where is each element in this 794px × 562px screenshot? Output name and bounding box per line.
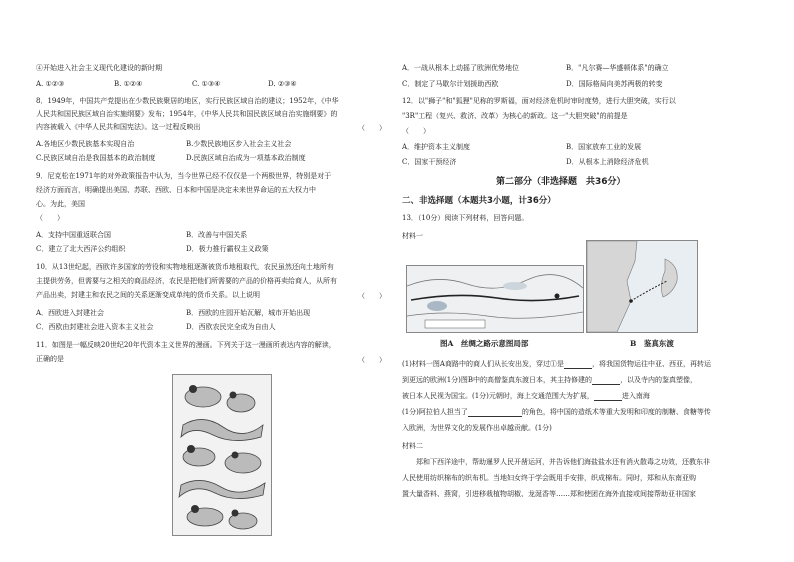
q10-option-b[interactable]: B．西欧的庄园开始瓦解，城市开始出现 [186, 309, 311, 317]
q11-answer-paren[interactable]: （ ） [358, 356, 386, 364]
q10-stem-line3: 产品出卖，封建主和农民之间的关系逐渐变成单纯的货币关系。以上说明 [36, 291, 260, 299]
material2-line3: 置大量香料、燕窝，引进移栽植物胡椒、龙涎香等……郑和使团在海外直接或间接帮助亚非国家 [402, 490, 696, 498]
q13-sub1-line3 [402, 392, 650, 401]
q9-option-a[interactable]: A．支持中国重返联合国 [36, 231, 112, 239]
q9-option-c[interactable]: C．建立了北大西洋公约组织 [36, 245, 126, 253]
q12-option-a[interactable]: A．维护资本主义制度 [402, 143, 471, 151]
prev-option-a[interactable]: A．一战从根本上动摇了欧洲优势地位 [402, 64, 520, 72]
q8-option-b[interactable]: B.少数民族地区步入社会主义社会 [186, 140, 292, 148]
q9-stem-line3: 心。为此，美国 [36, 200, 85, 208]
q12-option-b[interactable]: B．国家放弃工业的发展 [566, 143, 642, 151]
q10-stem-line2: 主提供劳务，但需要与之相关的商品经济，农民是把他们所需要的产品的价格再卖给商人，从所有 [36, 277, 337, 285]
prev-option-d[interactable]: D．国际格局向美苏两极的转变 [566, 80, 663, 88]
section2-heading: 二、非选择题（本题共3小题，计36分） [402, 196, 556, 206]
q10-option-a[interactable]: A．西欧进入封建社会 [36, 309, 105, 317]
q13-sub1-line5: 入欧洲，为世界文化的发展作出卓越贡献。(1分) [402, 424, 552, 432]
q12-option-c[interactable]: C．国家干预经济 [402, 158, 457, 166]
q9-answer-paren[interactable]: （ ） [36, 214, 64, 222]
q9-stem-line2: 经济方面而言，明确提出美国、苏联、西欧、日本和中国是决定未来世界命运的五大权力中 [36, 186, 316, 194]
q13-sub1-line1 [402, 360, 711, 369]
q12-stem-line1: 12．以"狮子"和"狐狸"见称的罗斯福，面对经济危机时审时度势，进行大胆突破，实行以 [402, 97, 676, 105]
q10-option-d[interactable]: D．西欧农民完全成为自由人 [186, 323, 276, 331]
q8-option-d[interactable]: D.民族区域自治成为一项基本政治制度 [186, 154, 306, 162]
q13-sub1-line3-part1: 被日本人民视为国宝。(1分)元朝时，海上交通范围大为扩展， [402, 392, 594, 400]
q10-option-c[interactable]: C．西欧由封建社会进入资本主义社会 [36, 323, 154, 331]
q8-option-c[interactable]: C.民族区域自治是我国基本的政治制度 [36, 154, 156, 162]
material2-line1: 郑和下西洋途中，帮助暹罗人民开凿运河，并告诉他们海盐盐水还有消火散毒之功效，还教东非 [402, 458, 710, 466]
q9-option-d[interactable]: D．极力推行霸权主义政策 [186, 245, 269, 253]
q9-option-b[interactable]: B．改善与中国关系 [186, 231, 248, 239]
q13-sub1-line3-part2: 进入南海 [621, 392, 650, 400]
jianzhen-map [586, 240, 698, 333]
prev-option-b[interactable]: B．"凡尔赛—华盛顿体系"的确立 [566, 64, 669, 72]
q13-blank-2[interactable] [592, 377, 620, 385]
q13-blank-4[interactable] [468, 409, 522, 417]
part2-heading: 第二部分（非选择题 共36分） [496, 177, 626, 187]
cartoon-illustration [173, 375, 271, 535]
jianzhen-map-drawing [587, 241, 697, 332]
q13-sub1-line2-part2: ，以及寺内的鉴真塑像， [620, 376, 698, 384]
q8-option-a[interactable]: A.各地区少数民族基本实现自治 [36, 140, 135, 148]
q13-sub1-line1-part1: (1)材料一图A商路中的商人们从长安出发，穿过①是 [402, 360, 564, 368]
material1-label: 材料一 [402, 232, 423, 240]
map-b-caption: B 鉴真东渡 [630, 339, 674, 348]
silk-road-map [406, 265, 584, 333]
q10-answer-paren[interactable]: （ ） [358, 292, 386, 300]
q13-blank-1[interactable] [564, 361, 592, 369]
q8-answer-paren[interactable]: （ ） [358, 124, 386, 132]
q13-sub1-line2 [402, 376, 697, 385]
q7-choice-c[interactable]: C. ①③④ [192, 80, 221, 88]
cartoon-image [172, 374, 272, 536]
material2-label: 材料二 [402, 442, 423, 450]
q13-blank-3[interactable] [594, 393, 622, 401]
q13-sub1-line4 [402, 408, 711, 417]
prev-option-c[interactable]: C．制定了马歇尔计划援助西欧 [402, 80, 499, 88]
q12-answer-paren[interactable]: （ ） [402, 127, 430, 135]
q7-choice-b[interactable]: B. ①②④ [114, 80, 143, 88]
q7-option-4: ④开始进入社会主义现代化建设的新时期 [36, 64, 162, 72]
q7-choice-a[interactable]: A. ①②③ [36, 80, 65, 88]
q8-stem-line1: 8．1949年，中国共产党提出在少数民族聚居的地区，实行民族区域自治的建议；1952年，《中华 [36, 97, 339, 105]
q13-sub1-line4-part1: (1分)阿拉伯人担当了 [402, 408, 468, 416]
q9-stem-line1: 9．尼克松在1971年的对外政策报告中认为，当今世界已经不仅仅是一个两极世界，特别是对于 [36, 172, 332, 180]
q13-sub1-line4-part2: 的角色，将中国的造纸术等重大发明和印度的制糖、食糖等传 [521, 408, 711, 416]
silk-road-map-drawing [407, 266, 583, 332]
q7-choice-d[interactable]: D. ②③④ [268, 80, 297, 88]
q8-stem-line3: 内容被载入《中华人民共和国宪法》。这一过程反映出 [36, 123, 201, 131]
material2-line2: 人民使用纺织棉布的织布机。当地妇女终于学会既用手安排，织成棉布。同时，郑和从东南亚购 [402, 474, 696, 482]
q13-sub1-line1-part2: ，将我国货物运往中亚、西亚，再转运 [591, 360, 711, 368]
q8-stem-line2: 人民共和国民族区域自治实施纲要》发布；1954年，《中华人民共和国民族区域自治实施纲要》的 [36, 110, 338, 118]
q12-option-d[interactable]: D．从根本上消除经济危机 [566, 158, 649, 166]
q12-stem-line2: "3R"工程（复兴、救济、改革）为核心的新政。这一"大胆突破"的前提是 [402, 112, 628, 120]
q13-sub1-line2-part1: 到更远的欧洲(1分)图B中的高僧鉴真东渡日本，其主持修建的 [402, 376, 593, 384]
map-a-caption: 图A 丝绸之路示意图局部 [440, 339, 529, 348]
q11-stem-line1: 11．如图是一幅反映20世纪20年代资本主义世界的漫画。下列关于这一漫画所表达内容的解读， [36, 341, 336, 349]
q13-stem: 13．（10分）阅读下列材料，回答问题。 [402, 214, 529, 222]
q11-stem-line2: 正确的是 [36, 355, 64, 363]
q10-stem-line1: 10．从13世纪起，西欧许多国家的劳役和实物地租逐渐被货币地租取代，农民虽然还向土地所有 [36, 263, 334, 271]
